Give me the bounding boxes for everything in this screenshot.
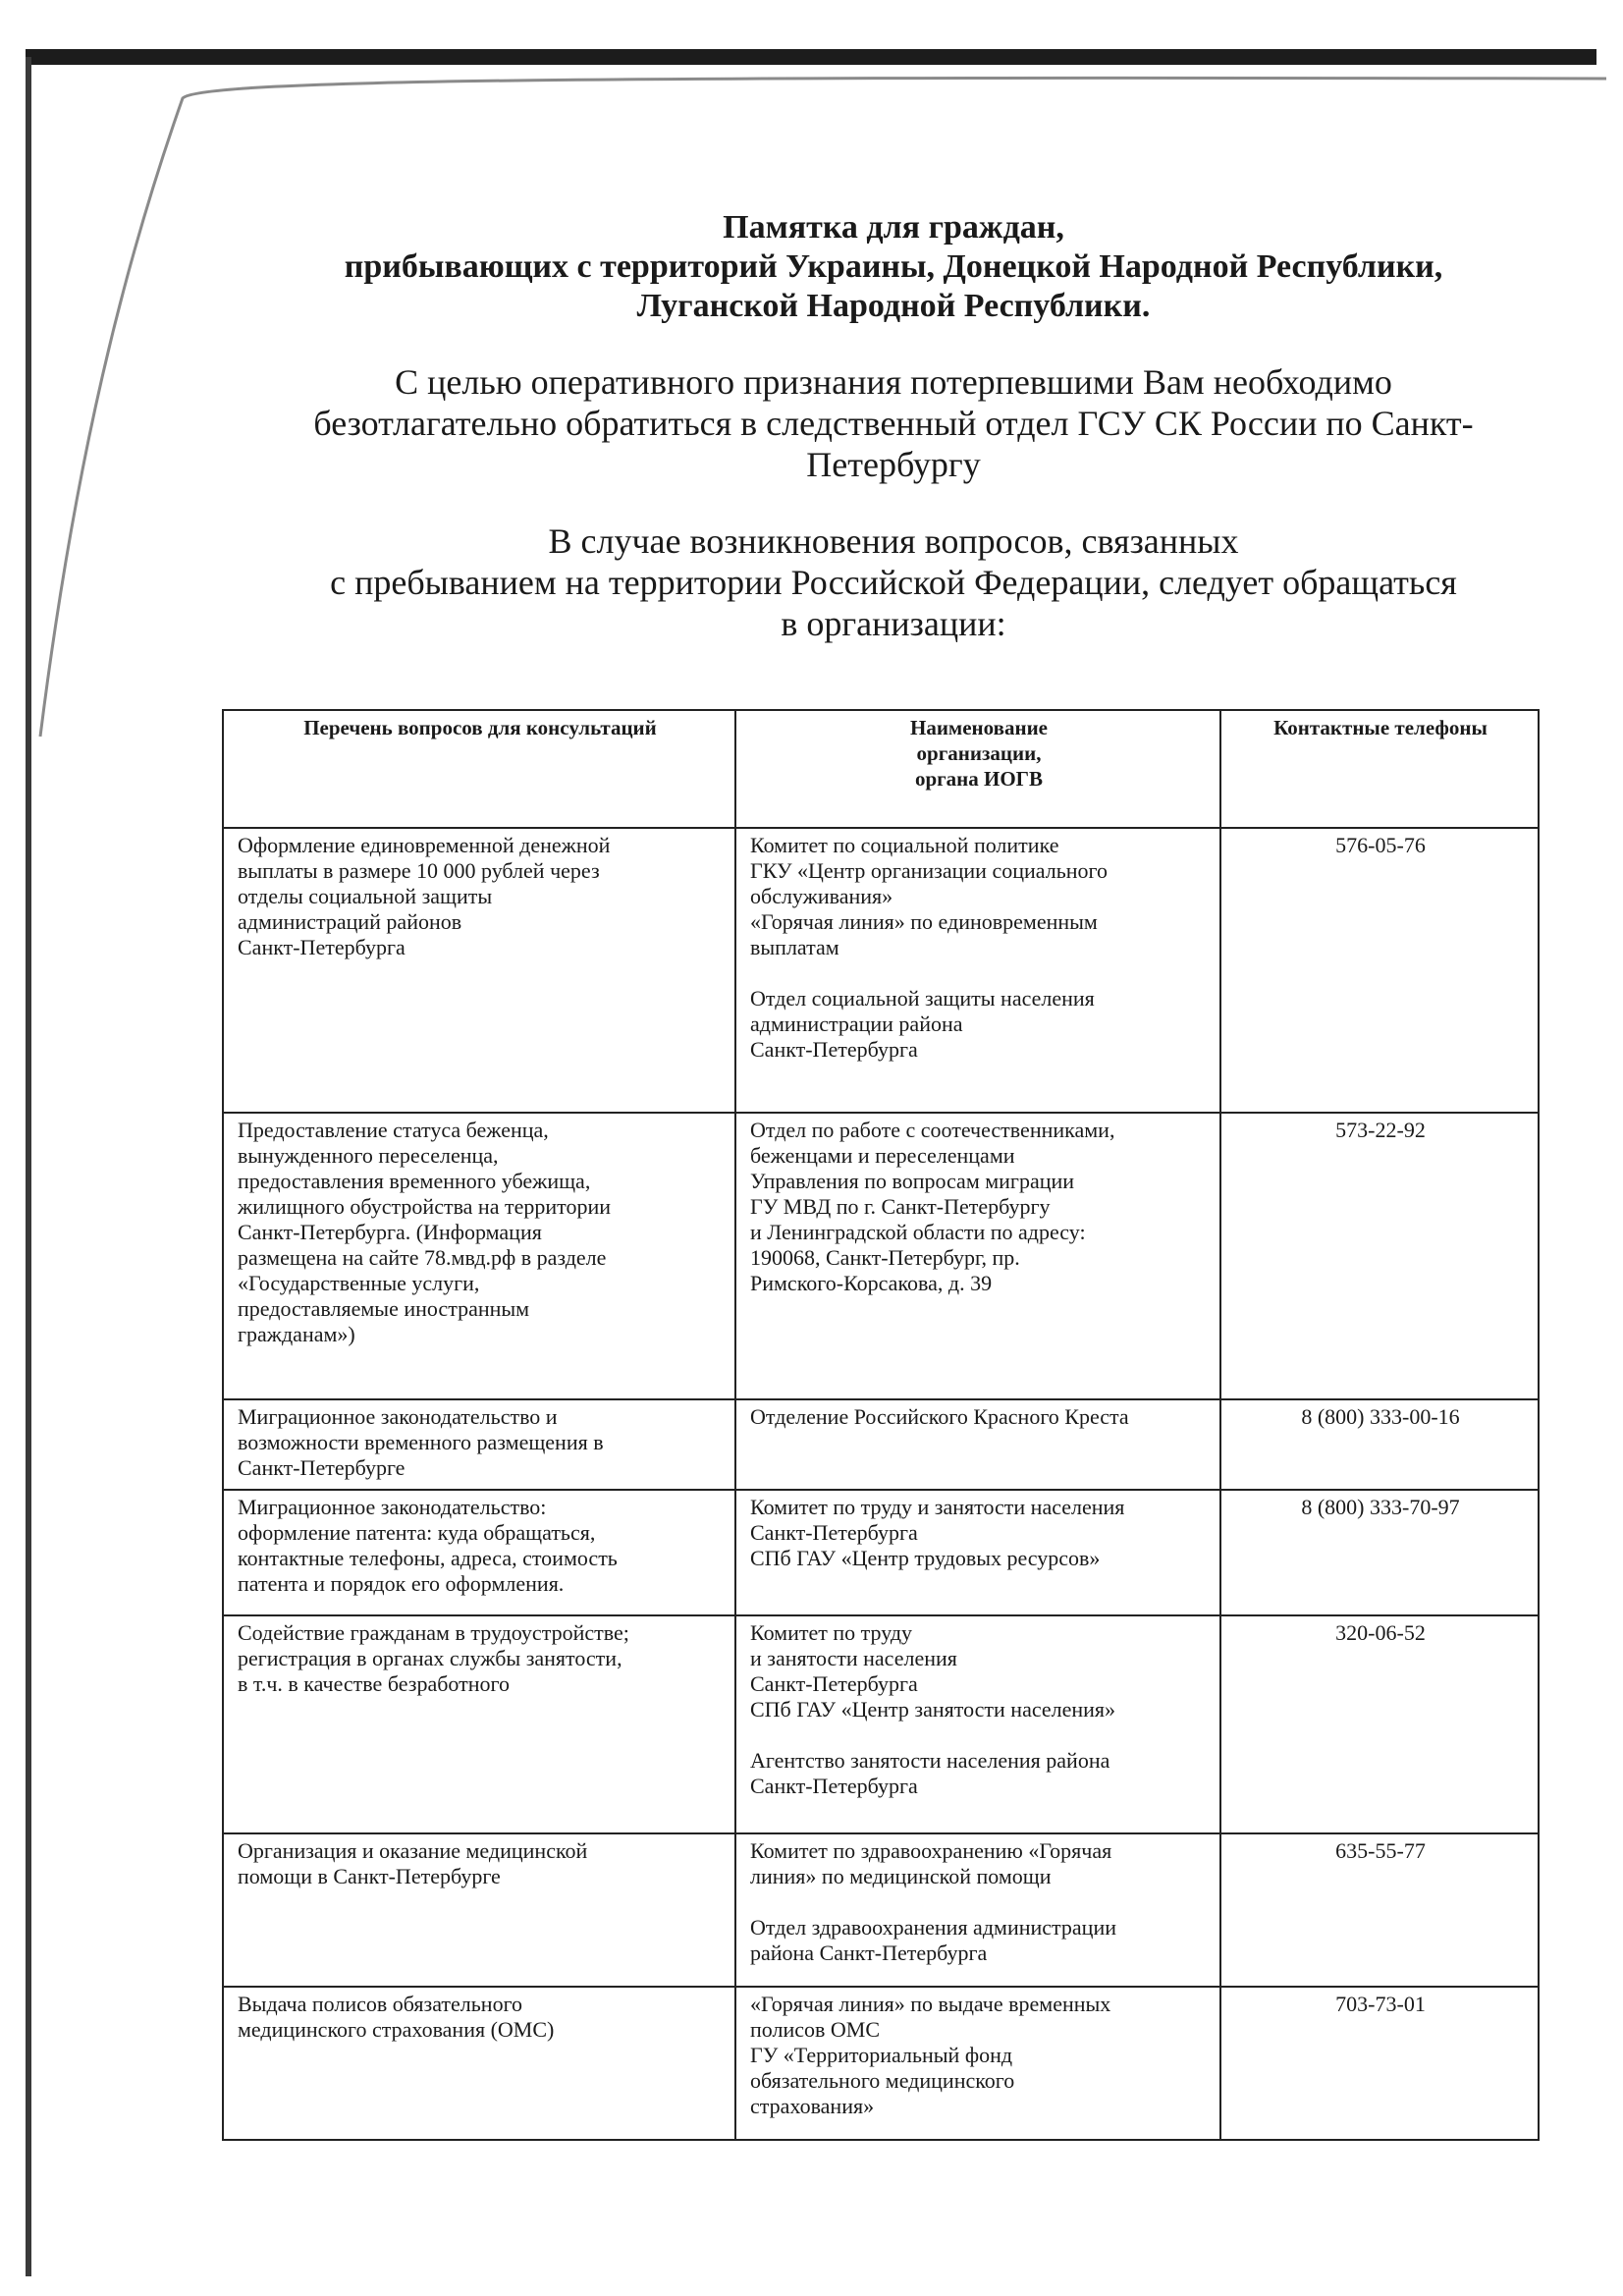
- question-cell: Выдача полисов обязательного медицинского страхования (ОМС): [223, 1987, 735, 2140]
- organization-cell: Отдел по работе с соотечественниками, беженцами и переселенцами Управления по вопросам миграции ГУ МВД по г. Санкт-Петербургу и Ленинградской области по адресу: 190068, Санкт-Петербург, пр. Римского-Корсакова, д. 39: [735, 1113, 1220, 1399]
- table-row: [223, 828, 1539, 1113]
- table-row: [223, 1113, 1539, 1399]
- scan-top-border: [26, 49, 1596, 65]
- organizations-intro: [236, 520, 1551, 644]
- title-line: Луганской Народной Республики.: [636, 288, 1151, 324]
- organization-cell: Комитет по труду и занятости населения Санкт-Петербурга СПб ГАУ «Центр занятости населения» Агентство занятости населения района Санкт-Петербурга: [735, 1615, 1220, 1833]
- header-questions: Перечень вопросов для консультаций: [223, 710, 735, 828]
- phone-cell: 573-22-92: [1220, 1113, 1539, 1399]
- intro2-line: с пребыванием на территории Российской Федерации, следует обращаться: [330, 563, 1457, 602]
- table-header-row: [223, 710, 1539, 828]
- table-row: [223, 1987, 1539, 2140]
- question-cell: Оформление единовременной денежной выплаты в размере 10 000 рублей через отделы социальной защиты администраций районов Санкт-Петербурга: [223, 828, 735, 1113]
- question-cell: Миграционное законодательство и возможности временного размещения в Санкт-Петербурге: [223, 1399, 735, 1490]
- table-row: [223, 1833, 1539, 1987]
- phone-cell: 8 (800) 333-00-16: [1220, 1399, 1539, 1490]
- phone-cell: 8 (800) 333-70-97: [1220, 1490, 1539, 1615]
- phone-cell: 320-06-52: [1220, 1615, 1539, 1833]
- intro2-line: в организации:: [781, 604, 1006, 643]
- title-line: прибывающих с территорий Украины, Донецкой Народной Республики,: [344, 248, 1443, 285]
- question-cell: Миграционное законодательство: оформление патента: куда обращаться, контактные телефоны, адреса, стоимость патента и порядок его оформления.: [223, 1490, 735, 1615]
- contacts-table: [222, 709, 1540, 2141]
- intro2-line: В случае возникновения вопросов, связанных: [548, 521, 1239, 561]
- organization-cell: Комитет по социальной политике ГКУ «Центр организации социального обслуживания» «Горячая линия» по единовременным выплатам Отдел социальной защиты населения администрации района Санкт-Петербурга: [735, 828, 1220, 1113]
- organization-cell: Отделение Российского Красного Креста: [735, 1399, 1220, 1490]
- phone-cell: 576-05-76: [1220, 828, 1539, 1113]
- intro-line: Петербургу: [806, 445, 981, 484]
- phone-cell: 635-55-77: [1220, 1833, 1539, 1987]
- intro-line: безотлагательно обратиться в следственный отдел ГСУ СК России по Санкт-: [313, 404, 1474, 443]
- question-cell: Организация и оказание медицинской помощи в Санкт-Петербурге: [223, 1833, 735, 1987]
- header-block: [236, 208, 1551, 644]
- scan-left-border: [26, 57, 31, 2276]
- phone-cell: 703-73-01: [1220, 1987, 1539, 2140]
- title-line: Памятка для граждан,: [723, 209, 1064, 246]
- intro-paragraph: [236, 361, 1551, 485]
- organization-cell: Комитет по труду и занятости населения Санкт-Петербурга СПб ГАУ «Центр трудовых ресурсов»: [735, 1490, 1220, 1615]
- organization-cell: Комитет по здравоохранению «Горячая линия» по медицинской помощи Отдел здравоохранения администрации района Санкт-Петербурга: [735, 1833, 1220, 1987]
- table-row: [223, 1399, 1539, 1490]
- table-row: [223, 1490, 1539, 1615]
- header-organization: Наименование организации, органа ИОГВ: [735, 710, 1220, 828]
- intro-line: С целью оперативного признания потерпевшими Вам необходимо: [395, 362, 1392, 402]
- header-phones: Контактные телефоны: [1220, 710, 1539, 828]
- memo-title: [236, 208, 1551, 326]
- organization-cell: «Горячая линия» по выдаче временных полисов ОМС ГУ «Территориальный фонд обязательного медицинского страхования»: [735, 1987, 1220, 2140]
- table-row: [223, 1615, 1539, 1833]
- question-cell: Содействие гражданам в трудоустройстве; регистрация в органах службы занятости, в т.ч. в качестве безработного: [223, 1615, 735, 1833]
- question-cell: Предоставление статуса беженца, вынужденного переселенца, предоставления временного убежища, жилищного обустройства на территории Санкт-Петербурга. (Информация размещена на сайте 78.мвд.рф в разделе «Государственные услуги, предоставляемые иностранным гражданам»): [223, 1113, 735, 1399]
